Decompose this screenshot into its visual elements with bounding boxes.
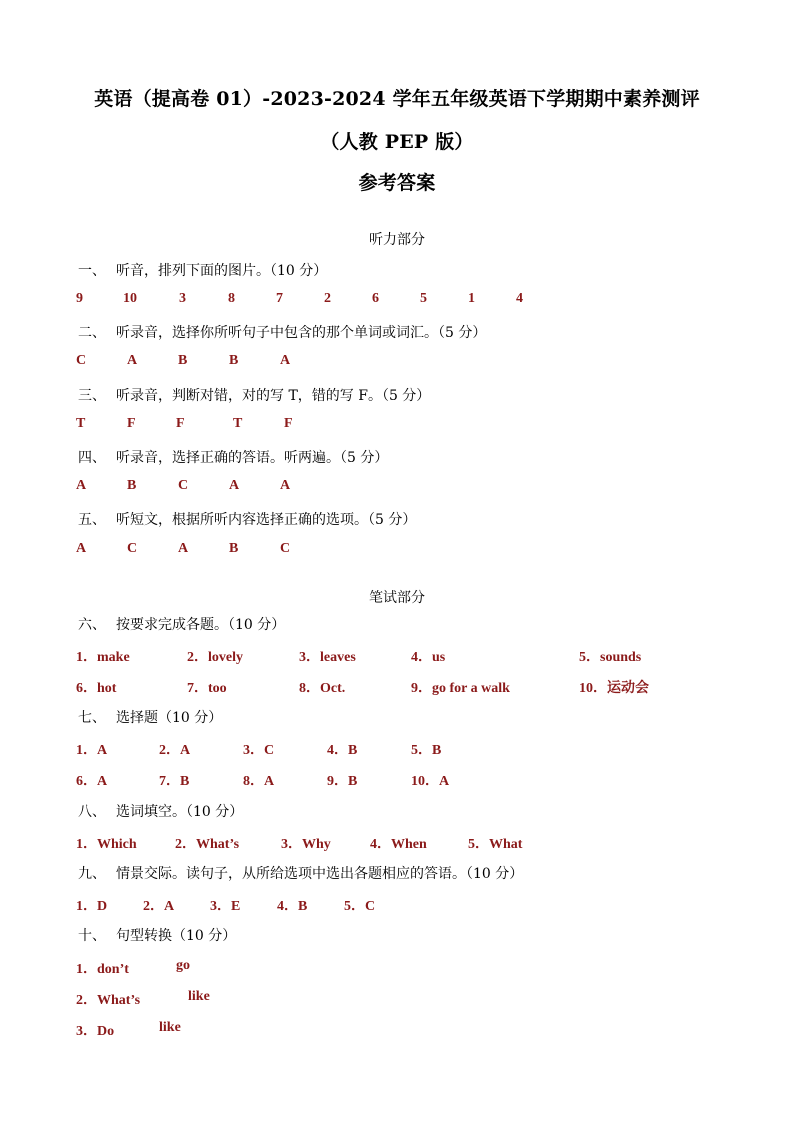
answer: F [127, 416, 136, 431]
answer: 4．When [370, 837, 427, 852]
answer: 1．Which [76, 837, 137, 852]
section-instruction: 选择题（10 分） [116, 710, 223, 726]
section-9-heading [78, 863, 523, 883]
answer: 1．A [76, 743, 108, 758]
section-instruction: 听录音，选择正确的答语。听两遍。（5 分） [116, 450, 389, 466]
answer: 3．Do [76, 1024, 115, 1039]
answer: 1．make [76, 650, 130, 665]
section-2-heading [78, 322, 486, 342]
answer: C [280, 541, 291, 556]
answer: 1．D [76, 899, 108, 914]
section-instruction: 按要求完成各题。（10 分） [116, 617, 286, 633]
section-instruction: 情景交际。读句子，从所给选项中选出各题相应的答语。（10 分） [116, 866, 524, 882]
section-number: 四、 [78, 450, 106, 466]
section-5-answers [0, 541, 794, 561]
answer: 9．go for a walk [411, 681, 510, 696]
answer: 4 [516, 291, 523, 306]
answer: 4．us [411, 650, 446, 665]
answer: C [178, 478, 189, 493]
section-7-heading [78, 707, 222, 727]
section-instruction: 听录音，判断对错，对的写 T，错的写 F。（5 分） [116, 388, 431, 404]
section-3-answers [0, 416, 794, 436]
listening-part-heading: 听力部分 [369, 232, 425, 248]
answer: 10 [123, 291, 137, 306]
answer: 7．B [159, 774, 190, 789]
answer: A [280, 353, 291, 368]
answer: 9．B [327, 774, 358, 789]
answer-key-heading: 参考答案 [358, 172, 436, 194]
section-6-heading [78, 614, 285, 634]
answer: B [229, 353, 239, 368]
answer: 2．lovely [187, 650, 243, 665]
section-number: 二、 [78, 325, 106, 341]
answer: 2．A [159, 743, 191, 758]
section-9-answers [0, 895, 794, 915]
answer: B [127, 478, 137, 493]
answer: 10．运动会 [579, 681, 649, 696]
answer: 2．What’s [175, 837, 240, 852]
answer: A [127, 353, 138, 368]
section-1-heading [78, 260, 327, 280]
section-number: 一、 [78, 263, 106, 279]
page-subtitle: （人教 PEP 版） [320, 131, 474, 153]
answer: 2．What’s [76, 993, 141, 1008]
answer: 9 [76, 291, 83, 306]
section-7-answers-row-1 [0, 739, 794, 759]
section-number: 七、 [78, 710, 106, 726]
section-10-answers-row-1 [0, 958, 794, 978]
section-6-answers-row-2 [0, 677, 794, 697]
answer: 2．A [143, 899, 175, 914]
section-7-answers-row-2 [0, 770, 794, 790]
answer: 5．What [468, 837, 523, 852]
answer: 8 [228, 291, 235, 306]
section-instruction: 听录音，选择你所听句子中包含的那个单词或词汇。（5 分） [116, 325, 487, 341]
section-8-heading [78, 801, 243, 821]
answer: A [178, 541, 189, 556]
section-instruction: 听音，排列下面的图片。（10 分） [116, 263, 328, 279]
section-number: 五、 [78, 512, 106, 528]
section-instruction: 选词填空。（10 分） [116, 804, 244, 820]
answer: 3．C [243, 743, 275, 758]
answer: T [76, 416, 86, 431]
answer: 6．hot [76, 681, 117, 696]
answer: 4．B [277, 899, 308, 914]
answer: 1．don’t [76, 962, 129, 977]
section-2-answers [0, 353, 794, 373]
section-10-answers-row-2 [0, 989, 794, 1009]
answer: 6．A [76, 774, 108, 789]
answer: like [159, 1020, 181, 1035]
answer: 10．A [411, 774, 450, 789]
answer: 7 [276, 291, 283, 306]
answer: A [76, 541, 87, 556]
section-1-answers [0, 291, 794, 311]
answer: F [176, 416, 185, 431]
answer: 7．too [187, 681, 227, 696]
answer: A [229, 478, 240, 493]
answer: C [127, 541, 138, 556]
answer: 8．Oct. [299, 681, 346, 696]
section-instruction: 听短文，根据所听内容选择正确的选项。（5 分） [116, 512, 417, 528]
section-4-heading [78, 447, 388, 467]
answer: A [76, 478, 87, 493]
answer: 5．C [344, 899, 376, 914]
answer: T [233, 416, 243, 431]
answer: 2 [324, 291, 331, 306]
section-number: 三、 [78, 388, 106, 404]
section-8-answers [0, 833, 794, 853]
answer: 8．A [243, 774, 275, 789]
section-number: 六、 [78, 617, 106, 633]
section-5-heading [78, 509, 416, 529]
section-number: 十、 [78, 928, 106, 944]
answer: 1 [468, 291, 475, 306]
writing-part-heading: 笔试部分 [369, 590, 425, 606]
answer: 3．E [210, 899, 241, 914]
answer: B [178, 353, 188, 368]
answer: 4．B [327, 743, 358, 758]
answer: C [76, 353, 87, 368]
answer: 5．B [411, 743, 442, 758]
section-number: 八、 [78, 804, 106, 820]
answer: F [284, 416, 293, 431]
section-4-answers [0, 478, 794, 498]
answer: 6 [372, 291, 379, 306]
page-title: 英语（提高卷 01）-2023-2024 学年五年级英语下学期期中素养测评 [94, 88, 700, 110]
section-number: 九、 [78, 866, 106, 882]
answer: 3．Why [281, 837, 331, 852]
section-3-heading [78, 385, 430, 405]
answer: 5 [420, 291, 427, 306]
section-instruction: 句型转换（10 分） [116, 928, 237, 944]
answer: 5．sounds [579, 650, 642, 665]
answer: B [229, 541, 239, 556]
answer: 3．leaves [299, 650, 356, 665]
answer: like [188, 989, 210, 1004]
section-10-heading [78, 925, 236, 945]
section-10-answers-row-3 [0, 1020, 794, 1040]
answer: A [280, 478, 291, 493]
section-6-answers-row-1 [0, 646, 794, 666]
answer: 3 [179, 291, 186, 306]
answer: go [176, 958, 190, 973]
